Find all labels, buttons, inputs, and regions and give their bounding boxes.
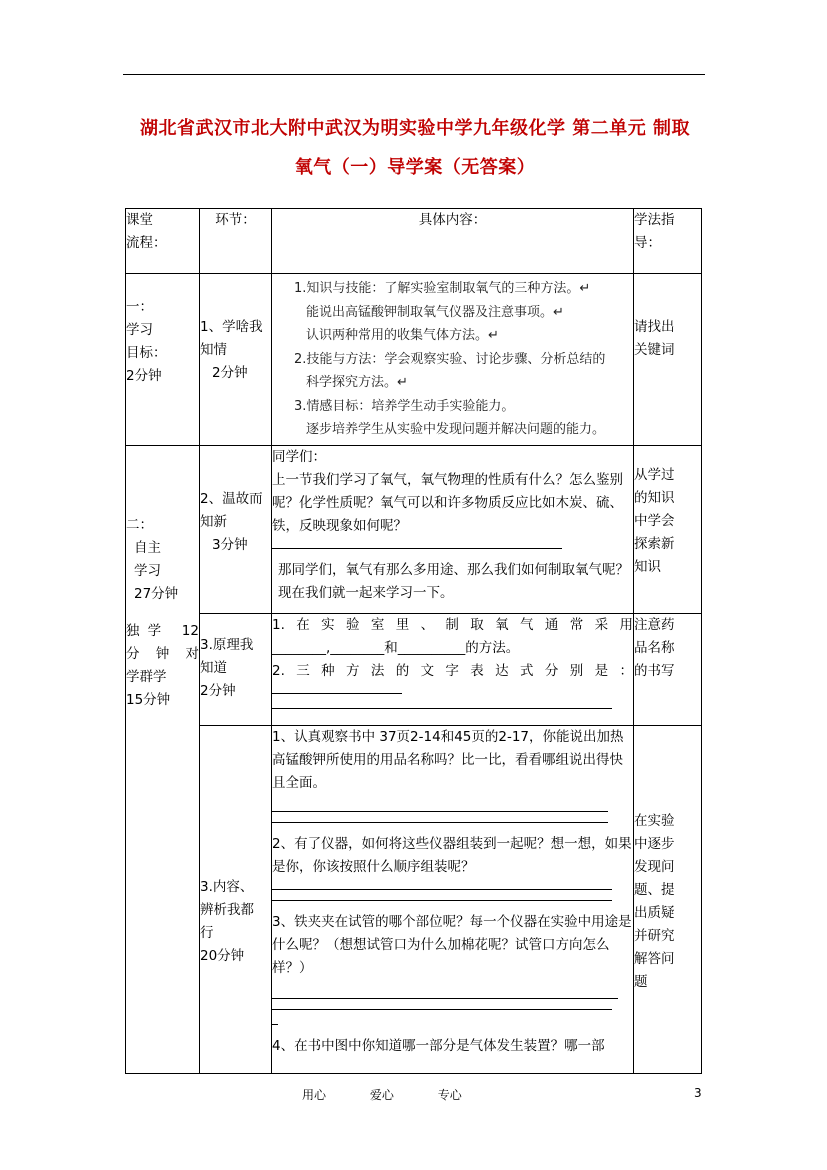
content-text: ________,________和__________的方法。 [272, 639, 520, 656]
step-text: 知道 [200, 659, 227, 676]
method-text: 发现问 [634, 858, 675, 875]
objective-line: 科学探究方法。↵ [306, 375, 408, 390]
header-rule [123, 74, 705, 75]
content-activity-cell [272, 725, 634, 1073]
flow-text: 15分钟 [126, 691, 171, 708]
table-row-review [126, 445, 702, 613]
method-text: 中逐步 [634, 835, 675, 852]
content-text: 2、有了仪器，如何将这些仪器组装到一起呢？想一想，如果是你，你该按照什么顺序组装呢？ [272, 835, 632, 875]
flow-text: 一： [126, 299, 153, 315]
step-text: 3.内容、 [200, 878, 254, 895]
answer-blank[interactable] [272, 889, 612, 890]
header-content: 具体内容： [272, 209, 634, 274]
header-flow-line: 流程： [126, 235, 167, 251]
method-text: 关键词 [634, 342, 675, 358]
method-text: 品名称 [634, 639, 675, 656]
study-guide-table [125, 208, 702, 1074]
method-text: 知识 [634, 558, 661, 575]
objective-line: 1.知识与技能：了解实验室制取氧气的三种方法。↵ [294, 281, 591, 296]
objective-line: 逐步培养学生从实验中发现问题并解决问题的能力。 [306, 422, 606, 437]
header-method [634, 209, 702, 274]
step-cell [200, 725, 272, 1073]
flow-text: 目标： [126, 345, 167, 361]
header-flow-line: 课堂 [126, 212, 153, 228]
content-text: 2.三种方法的文字表达式分别是： [272, 662, 633, 679]
answer-blank[interactable] [272, 548, 562, 549]
footer-mottos [302, 1086, 502, 1103]
objective-line: 3.情感目标：培养学生动手实验能力。 [294, 398, 515, 414]
review-content-cell [272, 445, 634, 613]
content-text: 同学们： [272, 448, 326, 465]
footer-motto: 爱心 [369, 1088, 394, 1102]
content-text: 上一节我们学习了氧气，氧气物理的性质有什么？怎么鉴别呢？化学性质呢？氧气可以和许多物质反应比如木炭、硫、铁，反映现象如何呢？ [272, 471, 623, 534]
flow-text: 2分钟 [126, 368, 162, 384]
answer-blank[interactable] [272, 693, 402, 694]
flow-text: 学习 [126, 322, 153, 338]
answer-blank[interactable] [272, 708, 612, 709]
footer-motto: 专心 [437, 1088, 462, 1102]
answer-blank[interactable] [272, 822, 608, 823]
footer-motto: 用心 [302, 1088, 327, 1102]
content-text: 4、在书中图中你知道哪一部分是气体发生装置？哪一部 [272, 1037, 605, 1054]
flow-text: 分钟对 [126, 645, 199, 662]
step-text: 2分钟 [200, 682, 236, 699]
step-cell [200, 613, 272, 725]
step-text: 知情 [200, 342, 227, 358]
answer-blank[interactable] [272, 1024, 278, 1025]
step-cell [200, 445, 272, 613]
method-text: 注意药 [634, 616, 675, 633]
step-text: 2、温故而 [200, 490, 263, 507]
step-text: 3分钟 [212, 536, 248, 553]
step-text: 辨析我都 [200, 901, 254, 918]
flow-text: 二： [126, 516, 153, 533]
content-text: 那同学们，氧气有那么多用途、那么我们如何制取氧气呢？现在我们就一起来学习一下。 [278, 561, 629, 601]
method-cell [634, 725, 702, 1073]
method-text: 解答问 [634, 950, 675, 967]
objectives-image-cell [272, 274, 634, 446]
table-header-row [126, 209, 702, 274]
header-step: 环节： [200, 209, 272, 274]
step-text: 1、学啥我 [200, 319, 263, 335]
objectives-list [272, 274, 633, 445]
content-text: 1.在实验室里、制取氧气通常采用 [272, 616, 633, 633]
method-cell [634, 274, 702, 446]
objective-line: 2.技能与方法：学会观察实验、讨论步骤、分析总结的 [294, 351, 606, 367]
flow-text: 学习 [134, 562, 161, 579]
method-text: 题 [634, 973, 648, 990]
method-text: 题、提 [634, 881, 675, 898]
answer-blank[interactable] [272, 900, 612, 901]
flow-cell [126, 445, 200, 1073]
document-title-line2: 氧气（一）导学案（无答案） [294, 157, 536, 178]
step-cell [200, 274, 272, 446]
flow-text: 27分钟 [134, 585, 179, 602]
flow-cell [126, 274, 200, 446]
objective-line: 能说出高锰酸钾制取氧气仪器及注意事项。↵ [306, 304, 564, 320]
answer-blank[interactable] [272, 998, 618, 999]
flow-text: 独学 12 [126, 622, 199, 639]
method-text: 探索新 [634, 535, 675, 552]
method-cell [634, 613, 702, 725]
content-text: 1、认真观察书中 37页2-14和45页的2-17，你能说出加热高锰酸钾所使用的用品名称吗？比一比，看看哪组说出得快且全面。 [272, 728, 624, 791]
header-method-line: 导： [634, 235, 661, 251]
method-text: 的知识 [634, 489, 675, 506]
method-text: 请找出 [634, 319, 675, 335]
step-text: 行 [200, 924, 214, 941]
method-text: 并研究 [634, 927, 675, 944]
step-text: 知新 [200, 513, 227, 530]
header-method-line: 学法指 [634, 212, 675, 228]
method-text: 在实验 [634, 812, 675, 829]
method-text: 出质疑 [634, 904, 675, 921]
method-text: 的书写 [634, 662, 675, 679]
flow-text: 自主 [134, 539, 161, 556]
document-title-line1: 湖北省武汉市北大附中武汉为明实验中学九年级化学 第二单元 制取 [139, 118, 691, 139]
method-text: 中学会 [634, 512, 675, 529]
objective-line: 认识两种常用的收集气体方法。↵ [306, 328, 499, 343]
content-text: 3、铁夹夹在试管的哪个部位呢？每一个仪器在实验中用途是什么呢？（想想试管口为什么加棉花呢？试管口方向怎么样？） [272, 913, 632, 976]
step-text: 20分钟 [200, 947, 245, 964]
header-flow [126, 209, 200, 274]
step-text: 2分钟 [212, 365, 248, 381]
step-text: 3.原理我 [200, 636, 254, 653]
table-row-content [126, 725, 702, 1073]
flow-text: 学群学 [126, 668, 167, 685]
principle-content-cell [272, 613, 634, 725]
page-number: 3 [694, 1086, 702, 1100]
method-text: 从学过 [634, 466, 675, 483]
answer-blank[interactable] [272, 1009, 612, 1010]
method-cell [634, 445, 702, 613]
table-row-principle [126, 613, 702, 725]
table-row-objectives [126, 274, 702, 446]
answer-blank[interactable] [272, 811, 608, 812]
